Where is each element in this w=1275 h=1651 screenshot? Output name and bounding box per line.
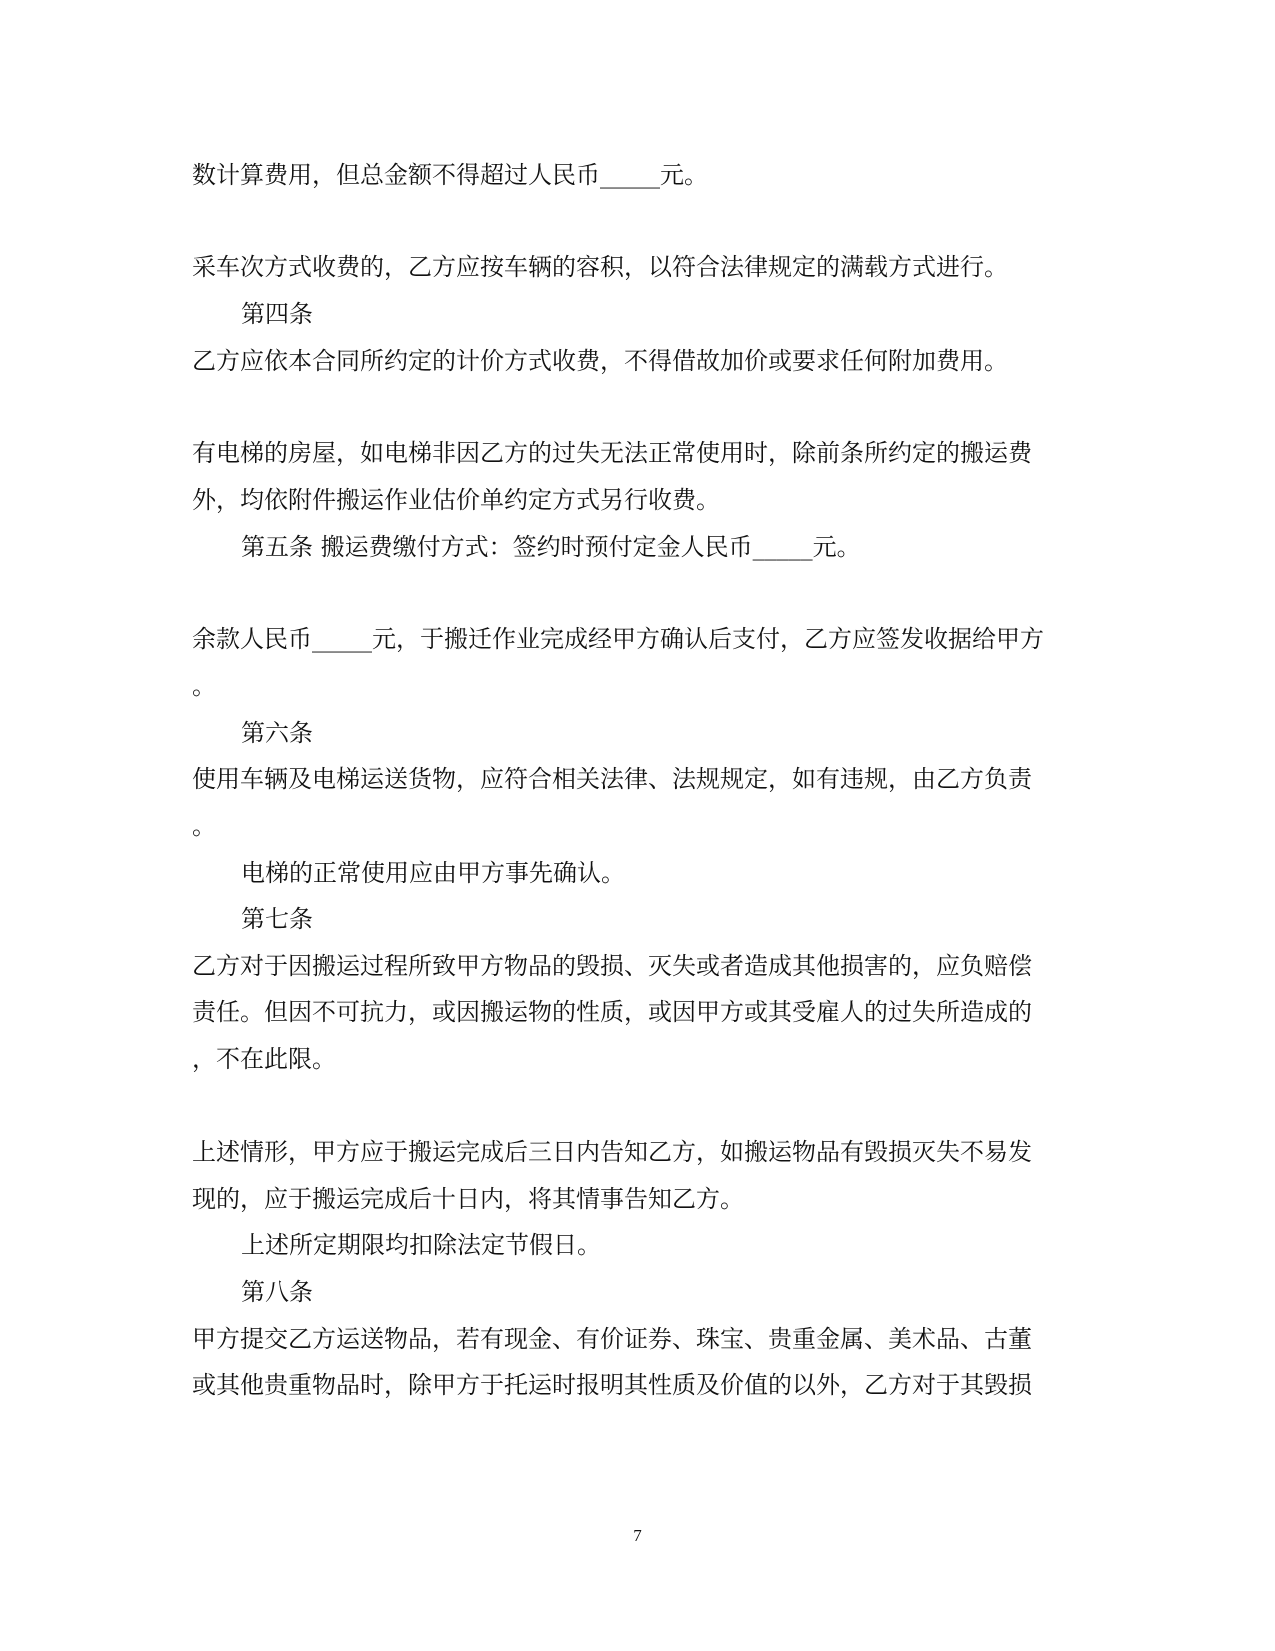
text-line: ，不在此限。 [192,1045,336,1073]
text-line: 乙方对于因搬运过程所致甲方物品的毁损、灭失或者造成其他损害的，应负赔偿 [192,952,1032,980]
text-line: 余款人民币_____元，于搬迁作业完成经甲方确认后支付，乙方应签发收据给甲方 [192,625,1044,653]
text-line: 。 [192,672,216,700]
text-line: 上述情形，甲方应于搬运完成后三日内告知乙方，如搬运物品有毁损灭失不易发 [192,1138,1032,1166]
text-line: 外，均依附件搬运作业估价单约定方式另行收费。 [192,486,720,514]
text-line: 甲方提交乙方运送物品，若有现金、有价证券、珠宝、贵重金属、美术品、古董 [192,1325,1032,1353]
article-heading: 第四条 [241,300,313,328]
text-line: 电梯的正常使用应由甲方事先确认。 [241,859,625,887]
text-line: 有电梯的房屋，如电梯非因乙方的过失无法正常使用时，除前条所约定的搬运费 [192,439,1032,467]
article-heading: 第六条 [241,719,313,747]
text-line: 现的，应于搬运完成后十日内，将其情事告知乙方。 [192,1185,744,1213]
article-heading: 第五条 搬运费缴付方式：签约时预付定金人民币_____元。 [241,533,861,561]
text-line: 。 [192,812,216,840]
text-line: 采车次方式收费的，乙方应按车辆的容积，以符合法律规定的满载方式进行。 [192,253,1008,281]
text-line: 乙方应依本合同所约定的计价方式收费，不得借故加价或要求任何附加费用。 [192,347,1008,375]
text-line: 上述所定期限均扣除法定节假日。 [241,1231,601,1259]
article-heading: 第七条 [241,905,313,933]
article-heading: 第八条 [241,1278,313,1306]
text-line: 责任。但因不可抗力，或因搬运物的性质，或因甲方或其受雇人的过失所造成的 [192,998,1032,1026]
text-line: 或其他贵重物品时，除甲方于托运时报明其性质及价值的以外，乙方对于其毁损 [192,1371,1032,1399]
text-line: 使用车辆及电梯运送货物，应符合相关法律、法规规定，如有违规，由乙方负责 [192,765,1032,793]
page-number: 7 [633,1526,642,1545]
text-line: 数计算费用，但总金额不得超过人民币_____元。 [192,161,708,189]
